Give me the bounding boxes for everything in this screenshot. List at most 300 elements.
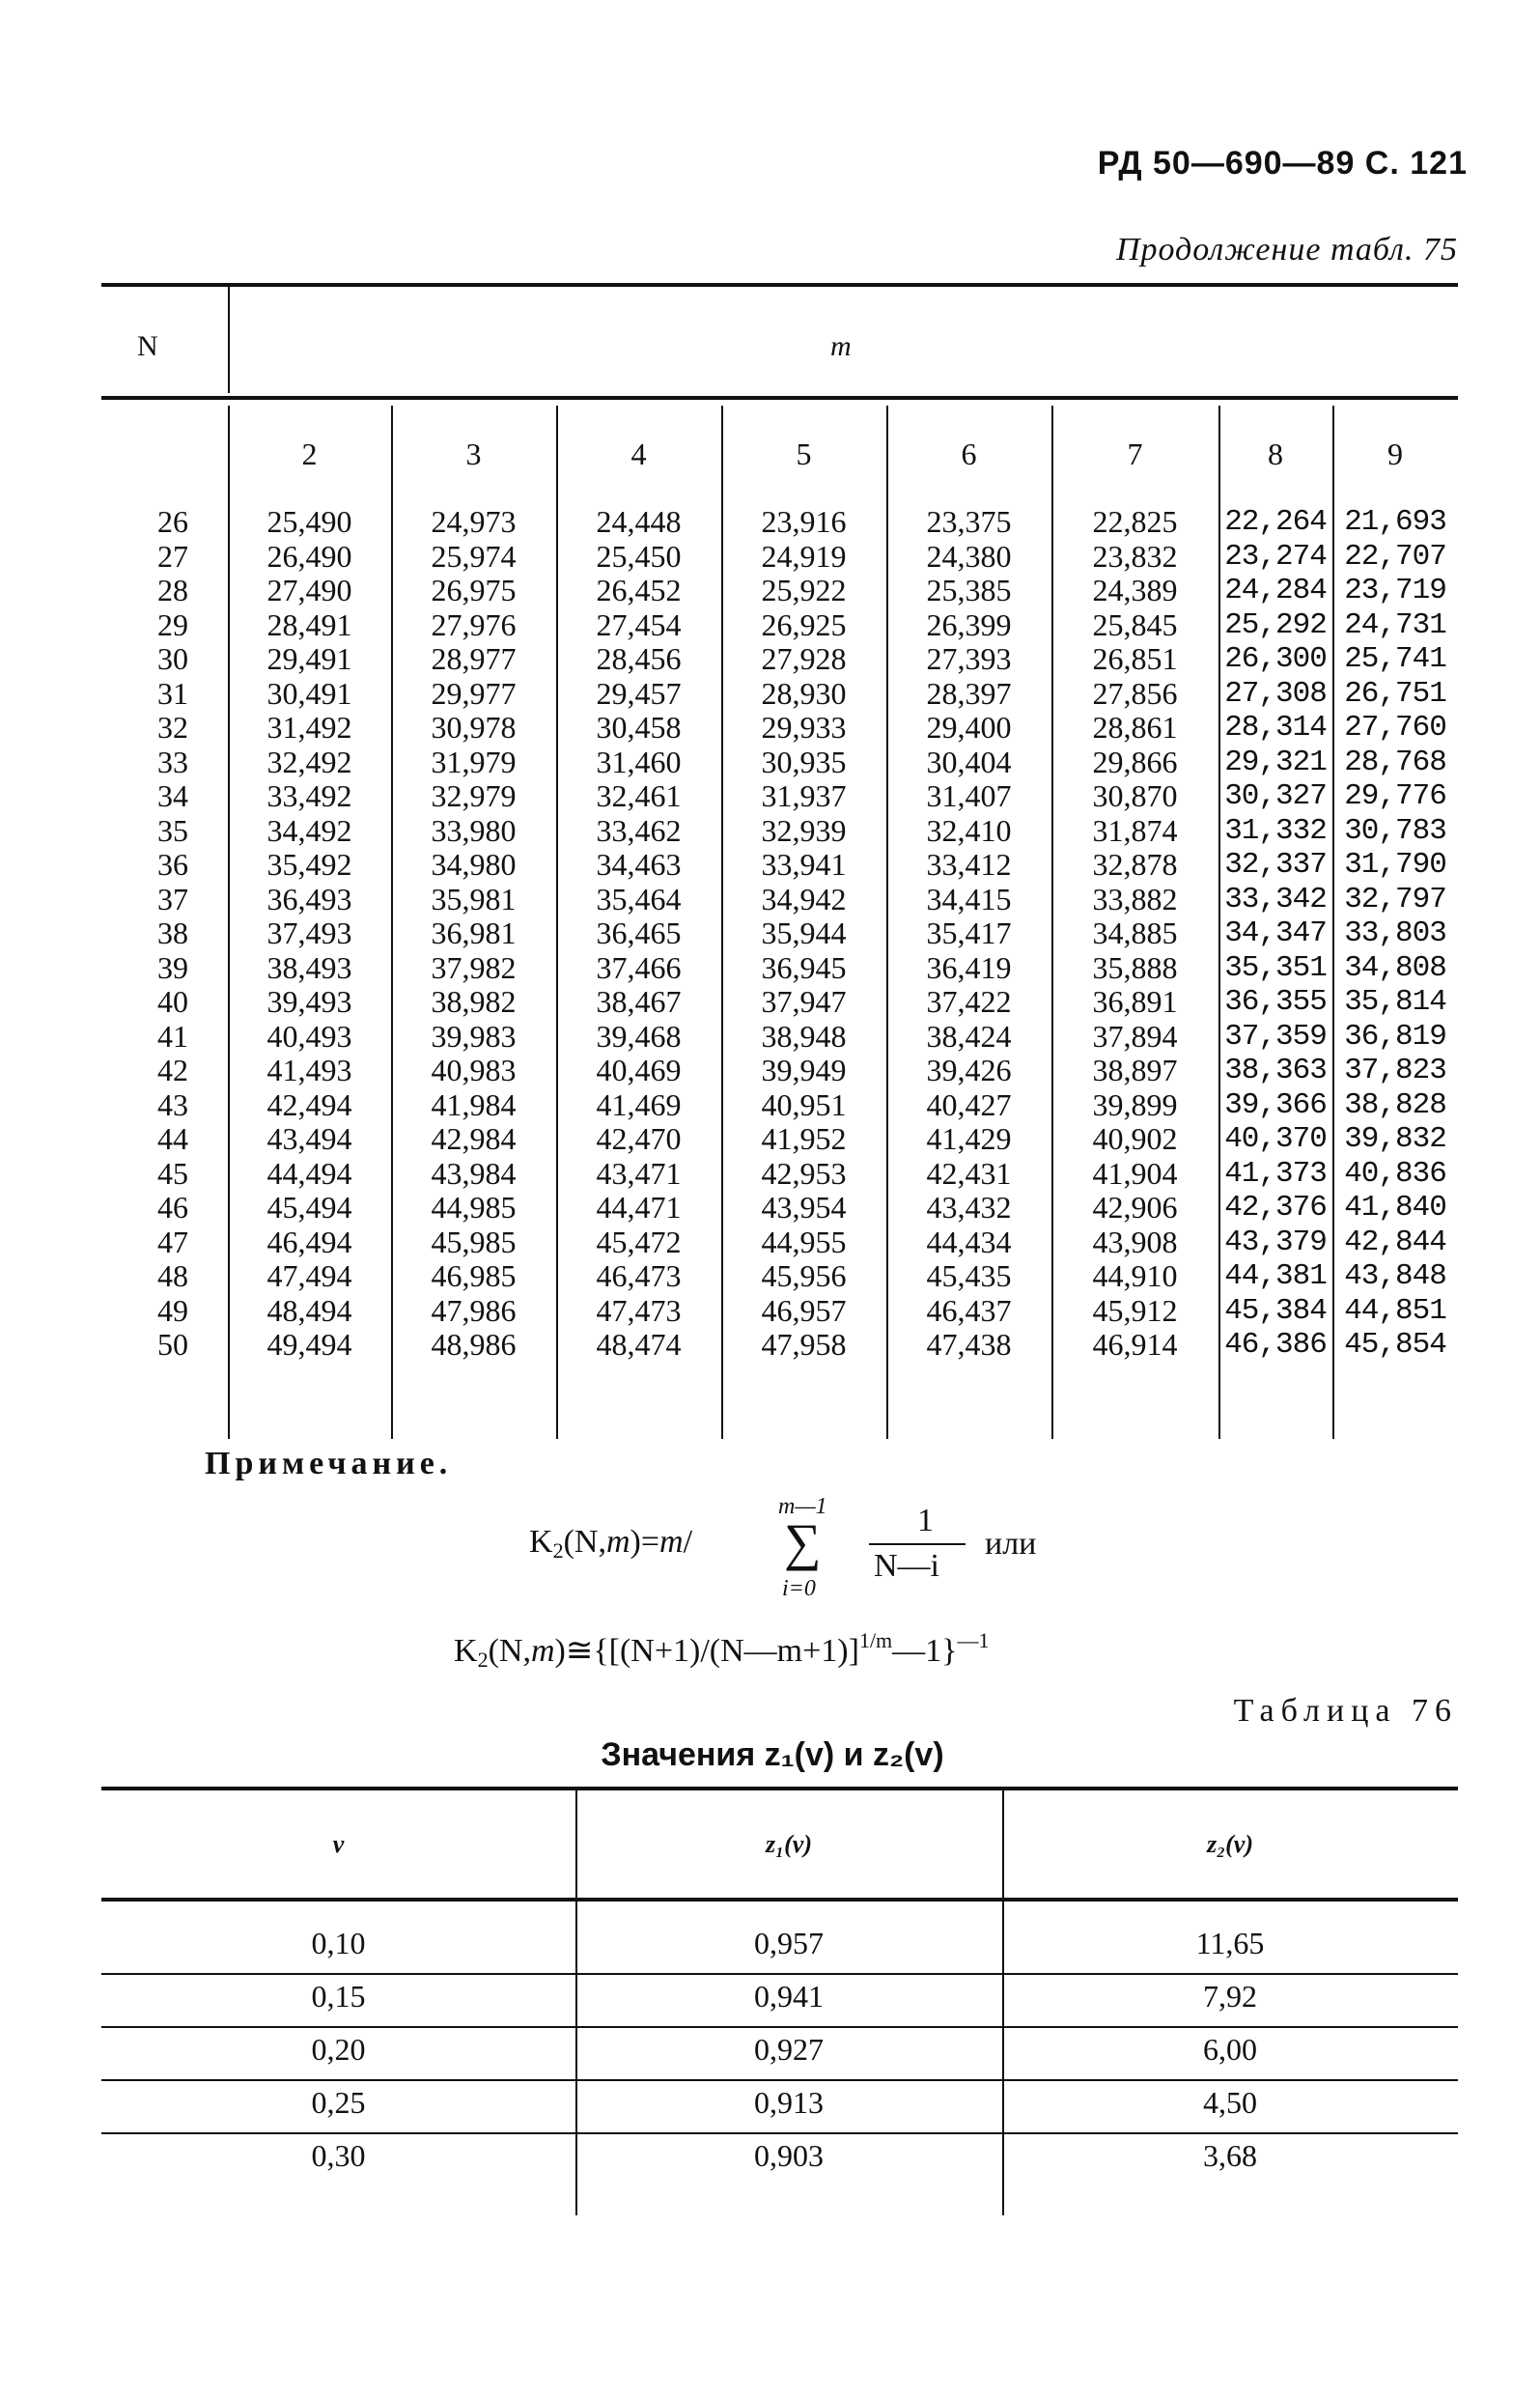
table75-value-cell: 30,935 — [761, 744, 847, 779]
table75-value-cell: 37,823 — [1344, 1054, 1446, 1087]
table75-value-cell: 34,492 — [266, 812, 352, 848]
table75-value-cell: 36,355 — [1224, 985, 1327, 1019]
table75-value-cell: 32,878 — [1092, 847, 1178, 882]
table75-col-head: 9 — [1387, 437, 1403, 471]
table75-n-cell: 43 — [157, 1086, 188, 1122]
table75-value-cell: 40,836 — [1344, 1156, 1446, 1191]
table75-n-cell: 46 — [157, 1190, 188, 1225]
table75-value-cell: 37,493 — [266, 916, 352, 950]
sum-upper-limit: m—1 — [778, 1494, 827, 1519]
formula-or: или — [985, 1526, 1037, 1562]
table75-col-head: 2 — [301, 437, 318, 471]
note-label: Примечание. — [205, 1446, 453, 1481]
table75-n-cell: 50 — [157, 1327, 188, 1362]
table75-value-cell: 37,359 — [1224, 1019, 1327, 1054]
table75-value-cell: 42,376 — [1224, 1191, 1327, 1225]
table75-value-cell: 36,819 — [1344, 1019, 1446, 1054]
table75-value-cell: 43,848 — [1344, 1259, 1446, 1293]
table75-n-cell: 48 — [157, 1258, 188, 1293]
table75-value-cell: 43,954 — [761, 1190, 847, 1225]
table76-row-rule — [101, 2026, 1458, 2028]
table75-value-cell: 33,941 — [761, 847, 847, 882]
table75-value-cell: 38,424 — [926, 1018, 1012, 1054]
table75-value-cell: 32,979 — [431, 778, 517, 813]
formula-exponent: —1 — [957, 1628, 990, 1652]
table75-value-cell: 27,856 — [1092, 675, 1178, 711]
table75-value-cell: 35,888 — [1092, 949, 1178, 985]
fraction-bar — [869, 1543, 966, 1545]
table75-value-cell: 22,825 — [1092, 504, 1178, 539]
table75-m-header: m — [830, 330, 852, 362]
table75-value-cell: 25,450 — [596, 538, 682, 574]
table75-value-cell: 28,456 — [596, 641, 682, 676]
table75-n-cell: 40 — [157, 984, 188, 1019]
fraction-denominator: N—i — [874, 1548, 939, 1584]
table75-value-cell: 33,462 — [596, 812, 682, 848]
table75-value-cell: 41,429 — [926, 1121, 1012, 1156]
table76-cell: 0,957 — [754, 1926, 824, 1960]
table75-n-cell: 31 — [157, 675, 188, 711]
fraction-numerator: 1 — [917, 1503, 934, 1538]
table75-value-cell: 41,984 — [431, 1086, 517, 1122]
table75-n-cell: 39 — [157, 949, 188, 985]
table75-value-cell: 45,494 — [266, 1190, 352, 1225]
table76-cell: 0,913 — [754, 2085, 824, 2120]
table75-value-cell: 35,492 — [266, 847, 352, 882]
table75-value-cell: 25,974 — [431, 538, 517, 574]
table75-value-cell: 48,986 — [431, 1327, 517, 1362]
table75-value-cell: 31,460 — [596, 744, 682, 779]
table75-col-head: 3 — [465, 437, 482, 471]
table75-value-cell: 30,978 — [431, 710, 517, 745]
sum-lower-limit: i=0 — [782, 1576, 816, 1601]
table75-value-cell: 32,797 — [1344, 882, 1446, 916]
table75-value-cell: 45,912 — [1092, 1292, 1178, 1328]
table75-value-cell: 27,308 — [1224, 676, 1327, 711]
table75-n-cell: 44 — [157, 1121, 188, 1156]
table75-value-cell: 38,363 — [1224, 1054, 1327, 1087]
formula-subscript: 2 — [477, 1648, 489, 1672]
table75-value-column — [1218, 505, 1332, 1363]
table75-value-cell: 32,410 — [926, 812, 1012, 848]
table75-value-cell: 30,458 — [596, 710, 682, 745]
table75-value-cell: 26,851 — [1092, 641, 1178, 676]
table75-value-cell: 25,741 — [1344, 642, 1446, 676]
table75-value-cell: 37,982 — [431, 949, 517, 985]
table75-value-cell: 43,908 — [1092, 1224, 1178, 1259]
table75-value-cell: 48,494 — [266, 1292, 352, 1328]
table75-value-cell: 22,707 — [1344, 539, 1446, 574]
table75-value-cell: 45,956 — [761, 1258, 847, 1293]
table75-value-cell: 29,457 — [596, 675, 682, 711]
table75-value-cell: 33,492 — [266, 778, 352, 813]
table75-value-cell: 41,469 — [596, 1086, 682, 1122]
table76-cell: 0,30 — [311, 2138, 366, 2173]
table75-value-cell: 33,803 — [1344, 916, 1446, 950]
table75-n-cell: 47 — [157, 1224, 188, 1259]
table75-value-cell: 26,399 — [926, 606, 1012, 642]
table75-value-cell: 45,472 — [596, 1224, 682, 1259]
table75-value-column — [886, 505, 1051, 1363]
table75-value-cell: 36,419 — [926, 949, 1012, 985]
table75-value-cell: 39,949 — [761, 1053, 847, 1087]
table75-n-cell: 35 — [157, 812, 188, 848]
table75-n-cell: 34 — [157, 778, 188, 813]
table75-value-cell: 29,977 — [431, 675, 517, 711]
table75-value-cell: 42,431 — [926, 1155, 1012, 1191]
table75-value-cell: 42,844 — [1344, 1225, 1446, 1259]
table75-value-cell: 39,832 — [1344, 1122, 1446, 1156]
page-header: РД 50—690—89 С. 121 — [1097, 145, 1468, 182]
table75-n-cell: 49 — [157, 1292, 188, 1328]
table76-cell: 0,25 — [311, 2085, 366, 2120]
table75-value-cell: 26,975 — [431, 573, 517, 607]
table76-header-z1: z₁(v) — [765, 1830, 813, 1858]
table76-top-rule — [101, 1787, 1458, 1790]
table75-value-cell: 27,454 — [596, 606, 682, 642]
formula-text: (N, — [488, 1633, 531, 1669]
table75-value-cell: 41,840 — [1344, 1191, 1446, 1225]
table75-value-cell: 46,914 — [1092, 1327, 1178, 1362]
table75-value-cell: 28,768 — [1344, 745, 1446, 779]
table75-value-cell: 32,939 — [761, 812, 847, 848]
table75-col-head: 6 — [961, 437, 977, 471]
table75-n-cell: 32 — [157, 710, 188, 745]
table75-col-head: 8 — [1268, 437, 1283, 471]
table76-cell: 7,92 — [1203, 1979, 1257, 2014]
table75-value-cell: 31,407 — [926, 778, 1012, 813]
table75-value-cell: 24,284 — [1224, 574, 1327, 607]
formula-text: )≅{[(N+1)/(N—m+1)] — [554, 1633, 859, 1669]
table75-value-cell: 45,435 — [926, 1258, 1012, 1293]
table75-value-cell: 45,384 — [1224, 1293, 1327, 1328]
table75-value-cell: 45,854 — [1344, 1328, 1446, 1362]
table76-cell: 3,68 — [1203, 2138, 1257, 2173]
table76-row-rule — [101, 2132, 1458, 2134]
table75-value-cell: 28,491 — [266, 606, 352, 642]
table75-value-cell: 40,983 — [431, 1053, 517, 1087]
table75-value-cell: 37,422 — [926, 984, 1012, 1019]
table75-value-cell: 27,976 — [431, 606, 517, 642]
table75-value-cell: 27,393 — [926, 641, 1012, 676]
table75-value-cell: 23,274 — [1224, 539, 1327, 574]
table75-value-cell: 46,437 — [926, 1292, 1012, 1328]
table75-value-cell: 35,351 — [1224, 950, 1327, 985]
table75-value-cell: 43,379 — [1224, 1225, 1327, 1259]
table75-value-cell: 29,866 — [1092, 744, 1178, 779]
table75-value-cell: 37,466 — [596, 949, 682, 985]
table75-value-cell: 39,493 — [266, 984, 352, 1019]
table75-value-cell: 46,957 — [761, 1292, 847, 1328]
table75-value-cell: 30,783 — [1344, 813, 1446, 848]
table75-value-cell: 39,983 — [431, 1018, 517, 1054]
table75-value-cell: 26,751 — [1344, 676, 1446, 711]
table75-col-head: 4 — [630, 437, 647, 471]
table75-value-cell: 40,493 — [266, 1018, 352, 1054]
table75-n-cell: 30 — [157, 641, 188, 676]
table75-value-cell: 31,979 — [431, 744, 517, 779]
table75-n-cell: 45 — [157, 1155, 188, 1191]
table75-value-cell: 41,952 — [761, 1121, 847, 1156]
table75-value-cell: 48,474 — [596, 1327, 682, 1362]
table75-n-cell: 42 — [157, 1053, 188, 1087]
table75-value-cell: 27,928 — [761, 641, 847, 676]
table75-value-cell: 37,947 — [761, 984, 847, 1019]
table76-cell: 0,10 — [311, 1926, 366, 1960]
table75-value-cell: 21,693 — [1344, 505, 1446, 539]
formula-exponent: 1/m — [858, 1628, 893, 1652]
table75-value-cell: 27,490 — [266, 573, 352, 607]
table75-value-cell: 40,370 — [1224, 1122, 1327, 1156]
table75-value-cell: 35,417 — [926, 916, 1012, 950]
table75-value-cell: 47,986 — [431, 1292, 517, 1328]
table75-value-cell: 35,944 — [761, 916, 847, 950]
table75-value-cell: 30,327 — [1224, 779, 1327, 813]
table75-value-cell: 47,494 — [266, 1258, 352, 1293]
table75-n-cell: 28 — [157, 573, 188, 607]
table75-value-cell: 43,471 — [596, 1155, 682, 1191]
table75-value-column — [721, 505, 886, 1363]
table75-value-cell: 31,332 — [1224, 813, 1327, 848]
formula-k2-approx — [454, 1628, 990, 1673]
table75-n-header: N — [137, 330, 158, 362]
table75-value-cell: 43,432 — [926, 1190, 1012, 1225]
table75-value-column — [1332, 505, 1458, 1363]
table75-value-cell: 25,490 — [266, 504, 352, 539]
table75-value-cell: 22,264 — [1224, 505, 1327, 539]
table75-value-cell: 46,494 — [266, 1224, 352, 1259]
table75-value-cell: 29,400 — [926, 710, 1012, 745]
table75-value-cell: 23,832 — [1092, 538, 1178, 574]
table76-label: Таблица 76 — [1233, 1693, 1458, 1729]
table75-value-cell: 44,381 — [1224, 1259, 1327, 1293]
table75-value-cell: 40,427 — [926, 1086, 1012, 1122]
table75-value-cell: 28,314 — [1224, 711, 1327, 745]
table75-value-cell: 44,985 — [431, 1190, 517, 1225]
table75-value-cell: 44,955 — [761, 1224, 847, 1259]
table75-value-cell: 38,982 — [431, 984, 517, 1019]
table75-value-cell: 28,861 — [1092, 710, 1178, 745]
table75-value-cell: 23,375 — [926, 504, 1012, 539]
table76-cell: 6,00 — [1203, 2032, 1257, 2067]
table75-value-cell: 33,980 — [431, 812, 517, 848]
table75-value-cell: 44,851 — [1344, 1293, 1446, 1328]
formula-text: (N, — [563, 1524, 606, 1560]
table75-value-cell: 44,434 — [926, 1224, 1012, 1259]
table75-value-cell: 41,373 — [1224, 1156, 1327, 1191]
table75-value-cell: 24,919 — [761, 538, 847, 574]
table75-value-cell: 35,464 — [596, 881, 682, 916]
table76-header-z2: z₂(v) — [1206, 1830, 1254, 1858]
table75-value-cell: 46,386 — [1224, 1328, 1327, 1362]
table75-value-cell: 42,494 — [266, 1086, 352, 1122]
table75-value-cell: 38,948 — [761, 1018, 847, 1054]
table75-value-cell: 30,404 — [926, 744, 1012, 779]
table75-value-cell: 34,463 — [596, 847, 682, 882]
table75-value-cell: 24,448 — [596, 504, 682, 539]
table75-value-cell: 44,910 — [1092, 1258, 1178, 1293]
table75-value-cell: 25,385 — [926, 573, 1012, 607]
table75-value-cell: 36,981 — [431, 916, 517, 950]
table75-value-cell: 34,980 — [431, 847, 517, 882]
table75-value-cell: 37,894 — [1092, 1018, 1178, 1054]
table76-header-rule — [101, 1898, 1458, 1902]
formula-k2-sum — [529, 1524, 692, 1564]
table75-value-cell: 30,491 — [266, 675, 352, 711]
table75-value-cell: 29,776 — [1344, 779, 1446, 813]
table76-cell: 0,903 — [754, 2138, 824, 2173]
table75-value-cell: 35,814 — [1344, 985, 1446, 1019]
table76-cell: 0,927 — [754, 2032, 824, 2067]
table75-value-cell: 38,467 — [596, 984, 682, 1019]
table75-value-cell: 38,493 — [266, 949, 352, 985]
formula-variable: m — [659, 1524, 684, 1560]
table75-value-cell: 39,468 — [596, 1018, 682, 1054]
table-continuation-caption: Продолжение табл. 75 — [1115, 232, 1458, 268]
table75-value-cell: 47,473 — [596, 1292, 682, 1328]
table76-title: Значения z₁(v) и z₂(v) — [601, 1736, 944, 1773]
table75-value-cell: 44,494 — [266, 1155, 352, 1191]
table75-value-cell: 32,492 — [266, 744, 352, 779]
table75-value-cell: 39,366 — [1224, 1087, 1327, 1122]
table75-n-cell: 41 — [157, 1018, 188, 1054]
table75-value-cell: 34,808 — [1344, 950, 1446, 985]
table75-value-cell: 41,493 — [266, 1053, 352, 1087]
table75-value-cell: 49,494 — [266, 1327, 352, 1362]
table75-header-rule — [101, 396, 1458, 400]
formula-text: / — [683, 1524, 693, 1560]
table75-n-cell: 27 — [157, 538, 188, 574]
table75-value-cell: 36,945 — [761, 949, 847, 985]
table75-value-cell: 26,300 — [1224, 642, 1327, 676]
table75-value-cell: 42,906 — [1092, 1190, 1178, 1225]
formula-variable: m — [605, 1524, 630, 1560]
table75-value-cell: 43,984 — [431, 1155, 517, 1191]
table75-value-cell: 26,490 — [266, 538, 352, 574]
table75-value-cell: 47,958 — [761, 1327, 847, 1362]
table75-value-cell: 43,494 — [266, 1121, 352, 1156]
table75-value-cell: 24,973 — [431, 504, 517, 539]
table75-value-cell: 35,981 — [431, 881, 517, 916]
table75-value-cell: 33,342 — [1224, 882, 1327, 916]
table75-value-cell: 42,984 — [431, 1121, 517, 1156]
table75-value-cell: 45,985 — [431, 1224, 517, 1259]
formula-text: )= — [630, 1524, 660, 1560]
table75-value-cell: 36,891 — [1092, 984, 1178, 1019]
table76-cell: 0,20 — [311, 2032, 366, 2067]
table75-value-cell: 42,470 — [596, 1121, 682, 1156]
table76-row-rule — [101, 1973, 1458, 1975]
table76-cell: 4,50 — [1203, 2085, 1257, 2120]
table75-value-cell: 33,412 — [926, 847, 1012, 882]
table75-value-column — [1051, 505, 1218, 1363]
table75-value-cell: 31,492 — [266, 710, 352, 745]
table75-value-cell: 25,922 — [761, 573, 847, 607]
formula-symbol: K — [529, 1524, 553, 1560]
table76-cell: 11,65 — [1195, 1926, 1265, 1960]
table75-n-cell: 33 — [157, 744, 188, 779]
table75-n-cell: 38 — [157, 916, 188, 950]
table75-value-cell: 28,977 — [431, 641, 517, 676]
table75-col-head: 7 — [1127, 437, 1143, 471]
table76-cell: 0,15 — [311, 1979, 366, 2014]
table75-value-cell: 42,953 — [761, 1155, 847, 1191]
formula-subscript: 2 — [552, 1538, 564, 1563]
table75-top-rule — [101, 283, 1458, 287]
table75-value-cell: 39,899 — [1092, 1086, 1178, 1122]
table75-value-cell: 38,828 — [1344, 1087, 1446, 1122]
table75-n-cell: 36 — [157, 847, 188, 882]
formula-symbol: K — [454, 1633, 478, 1669]
table75-n-cell: 37 — [157, 881, 188, 916]
table75-value-cell: 31,790 — [1344, 848, 1446, 882]
table75-value-cell: 24,731 — [1344, 607, 1446, 642]
formula-text: —1} — [892, 1633, 958, 1669]
table75-n-cell: 29 — [157, 606, 188, 642]
table75-value-cell: 31,937 — [761, 778, 847, 813]
table75-value-column — [391, 505, 556, 1363]
table75-value-cell: 29,321 — [1224, 745, 1327, 779]
table75-value-cell: 30,870 — [1092, 778, 1178, 813]
table75-value-cell: 46,985 — [431, 1258, 517, 1293]
table75-value-cell: 39,426 — [926, 1053, 1012, 1087]
table75-value-cell: 47,438 — [926, 1327, 1012, 1362]
table75-value-cell: 32,461 — [596, 778, 682, 813]
summation-symbol: ∑ — [784, 1513, 822, 1571]
table75-value-cell: 32,337 — [1224, 848, 1327, 882]
table75-value-cell: 23,916 — [761, 504, 847, 539]
table75-value-cell: 44,471 — [596, 1190, 682, 1225]
table75-value-cell: 28,397 — [926, 675, 1012, 711]
table75-value-cell: 26,925 — [761, 606, 847, 642]
table75-value-cell: 46,473 — [596, 1258, 682, 1293]
table75-value-cell: 41,904 — [1092, 1155, 1178, 1191]
table75-value-cell: 38,897 — [1092, 1053, 1178, 1087]
table75-value-column — [228, 505, 391, 1363]
table75-value-cell: 34,942 — [761, 881, 847, 916]
table75-value-cell: 24,380 — [926, 538, 1012, 574]
table75-value-cell: 40,902 — [1092, 1121, 1178, 1156]
table75-n-column — [111, 505, 188, 1363]
table75-value-cell: 33,882 — [1092, 881, 1178, 916]
table75-value-cell: 31,874 — [1092, 812, 1178, 848]
table75-col-head: 5 — [796, 437, 812, 471]
table75-value-cell: 25,845 — [1092, 606, 1178, 642]
table75-value-cell: 28,930 — [761, 675, 847, 711]
table75-value-cell: 34,885 — [1092, 916, 1178, 950]
table75-value-cell: 26,452 — [596, 573, 682, 607]
table75-value-cell: 34,415 — [926, 881, 1012, 916]
table75-value-cell: 40,469 — [596, 1053, 682, 1087]
table75-n-cell: 26 — [157, 504, 188, 539]
table75-value-cell: 23,719 — [1344, 574, 1446, 607]
table75-value-cell: 29,491 — [266, 641, 352, 676]
table75-value-cell: 27,760 — [1344, 711, 1446, 745]
table75-value-cell: 36,465 — [596, 916, 682, 950]
table75-value-cell: 25,292 — [1224, 607, 1327, 642]
table75-value-cell: 29,933 — [761, 710, 847, 745]
table75-value-column — [556, 505, 721, 1363]
table75-value-cell: 36,493 — [266, 881, 352, 916]
table75-header-divider — [228, 287, 230, 393]
table76-header-v: v — [332, 1830, 345, 1858]
table75-value-cell: 34,347 — [1224, 916, 1327, 950]
table75-value-cell: 24,389 — [1092, 573, 1178, 607]
formula-variable: m — [530, 1633, 555, 1669]
table76-cell: 0,941 — [754, 1979, 824, 2014]
table76-row-rule — [101, 2079, 1458, 2081]
table75-value-cell: 40,951 — [761, 1086, 847, 1122]
